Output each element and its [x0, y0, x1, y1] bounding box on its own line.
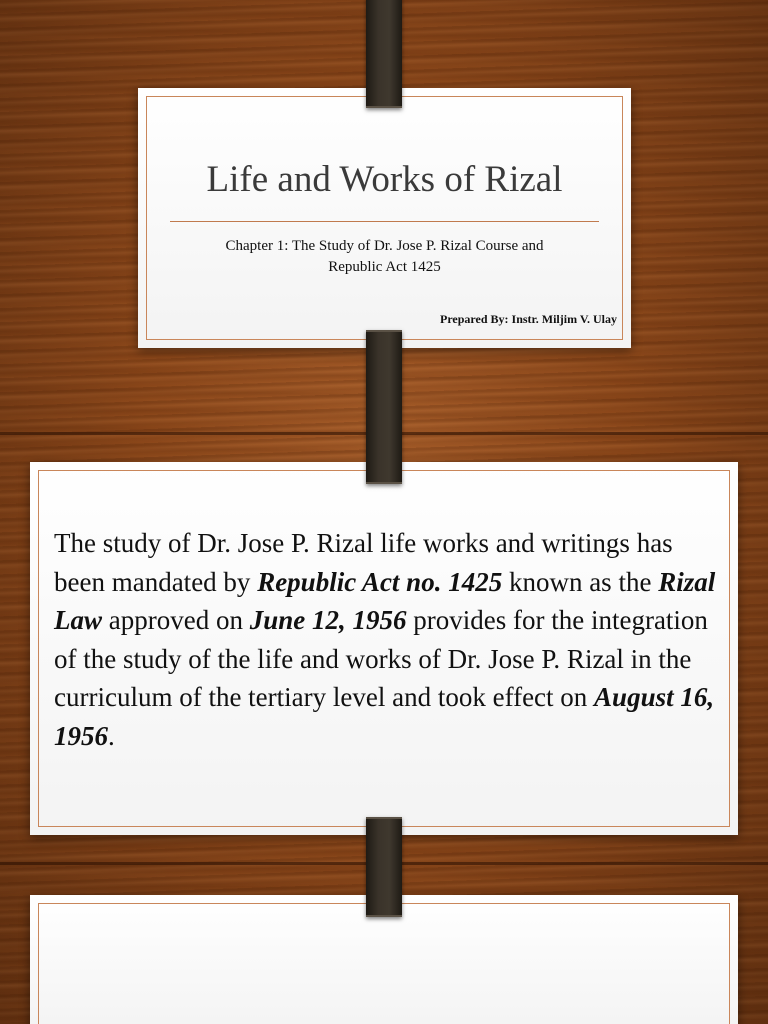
emphasized-text: August 16, 1956	[54, 682, 715, 751]
body-text-segment: The study of Dr. Jose P. Rizal life works and writings has been mandated by	[54, 528, 673, 597]
slide-subtitle	[158, 236, 611, 278]
card-border	[38, 903, 730, 1024]
body-text-segment: approved on	[102, 605, 250, 635]
body-text-segment: known as the	[502, 566, 659, 597]
prepared-by-label: Prepared By: Instr. Miljim V. Ulay	[439, 312, 617, 326]
body-text-segment: .	[108, 720, 115, 751]
slide-title: Life and Works of Rizal	[206, 159, 563, 200]
subtitle-line-1: Chapter 1: The Study of Dr. Jose P. Rizal Course and	[225, 238, 544, 254]
emphasized-text: Rizal Law	[54, 566, 716, 635]
title-slide-card	[138, 88, 631, 348]
emphasized-text: Republic Act no. 1425	[257, 566, 503, 597]
slide-body-text	[54, 524, 722, 755]
emphasized-text: June 12, 1956	[249, 605, 407, 635]
hanging-strap	[366, 330, 402, 484]
subtitle-line-2: Republic Act 1425	[328, 259, 441, 275]
hanging-strap	[366, 817, 402, 917]
card-border	[146, 96, 623, 340]
hanging-strap	[366, 0, 402, 108]
content-slide-card	[30, 462, 738, 835]
title-divider	[170, 221, 599, 222]
body-text-segment: provides for the integration of the study of the life and works of Dr. Jose P. Rizal in the curriculum of the tertiary level and took effect on	[54, 605, 708, 712]
